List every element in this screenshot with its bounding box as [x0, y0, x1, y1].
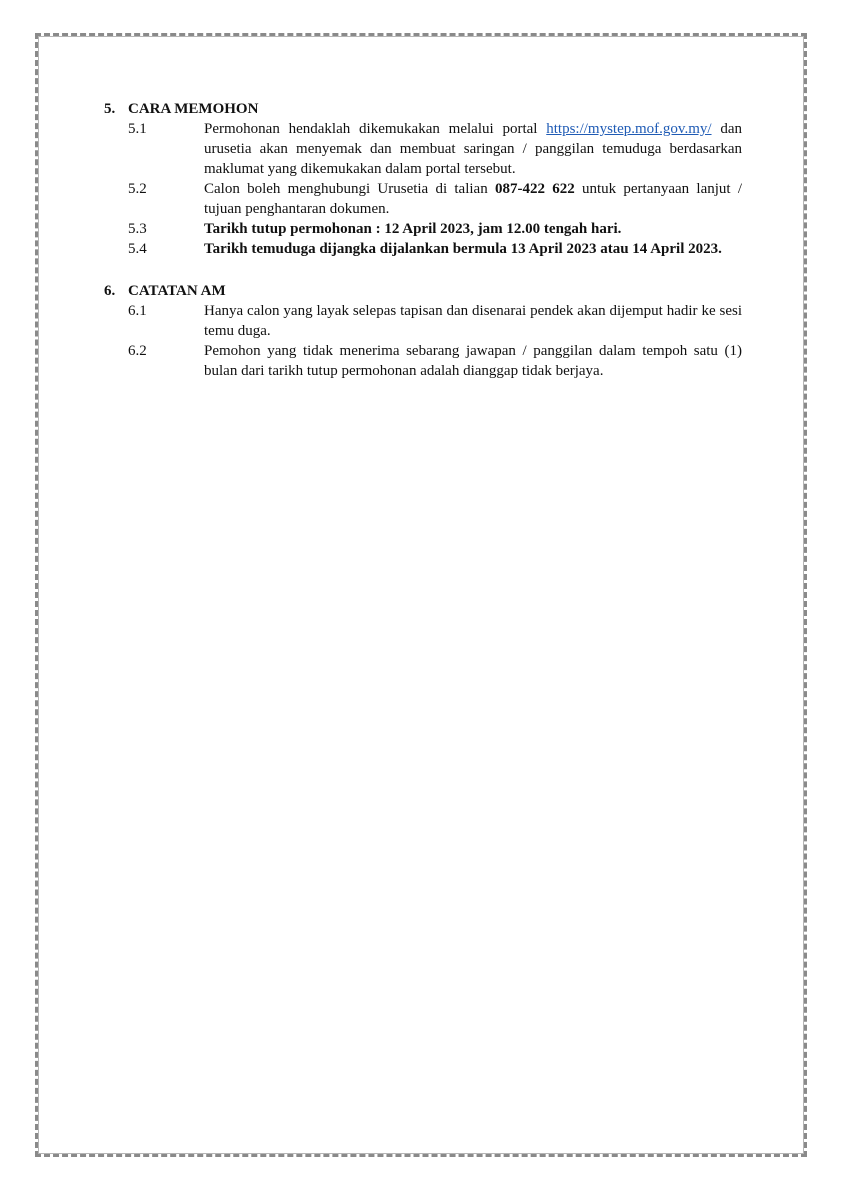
section-title: CARA MEMOHON	[128, 101, 259, 117]
item-text: Pemohon yang tidak menerima sebarang jawapan / panggilan dalam tempoh satu (1) bulan dari tarikh tutup permohonan adalah dianggap tidak berjaya.	[204, 343, 742, 379]
item-number: 5.2	[128, 181, 147, 197]
item-text: Hanya calon yang layak selepas tapisan dan disenarai pendek akan dijemput hadir ke sesi temu duga.	[204, 303, 742, 339]
list-item	[104, 179, 742, 219]
item-text	[204, 119, 742, 179]
portal-link[interactable]: https://mystep.mof.gov.my/	[546, 121, 712, 137]
closing-date-text: Tarikh tutup permohonan : 12 April 2023, jam 12.00 tengah hari.	[204, 221, 622, 237]
text-fragment: Permohonan hendaklah dikemukakan melalui portal	[204, 121, 547, 137]
text-fragment: dan urusetia akan menyemak dan membuat saringan / panggilan temuduga berdasarkan maklumat yang dikemukakan dalam portal tersebut.	[204, 121, 742, 177]
section-heading	[104, 281, 742, 301]
list-item	[104, 219, 742, 239]
phone-number: 087-422 622	[494, 181, 575, 197]
list-item	[104, 341, 742, 381]
text-fragment: untuk pertanyaan lanjut / tujuan penghantaran dokumen.	[204, 181, 742, 217]
section-catatan-am	[104, 281, 742, 381]
section-title: CATATAN AM	[128, 283, 226, 299]
item-number: 5.4	[128, 241, 147, 257]
list-item	[104, 239, 742, 259]
section-number: 5.	[104, 101, 116, 117]
item-number: 6.1	[128, 303, 147, 319]
section-number: 6.	[104, 283, 116, 299]
interview-date-text: Tarikh temuduga dijangka dijalankan bermula 13 April 2023 atau 14 April 2023.	[204, 241, 722, 257]
item-number: 6.2	[128, 343, 147, 359]
document-body	[104, 99, 742, 403]
item-text	[204, 179, 742, 219]
list-item	[104, 119, 742, 179]
list-item	[104, 301, 742, 341]
item-number: 5.3	[128, 221, 147, 237]
text-fragment: Calon boleh menghubungi Urusetia di talian	[204, 181, 495, 197]
section-heading	[104, 99, 742, 119]
section-cara-memohon	[104, 99, 742, 259]
item-number: 5.1	[128, 121, 147, 137]
